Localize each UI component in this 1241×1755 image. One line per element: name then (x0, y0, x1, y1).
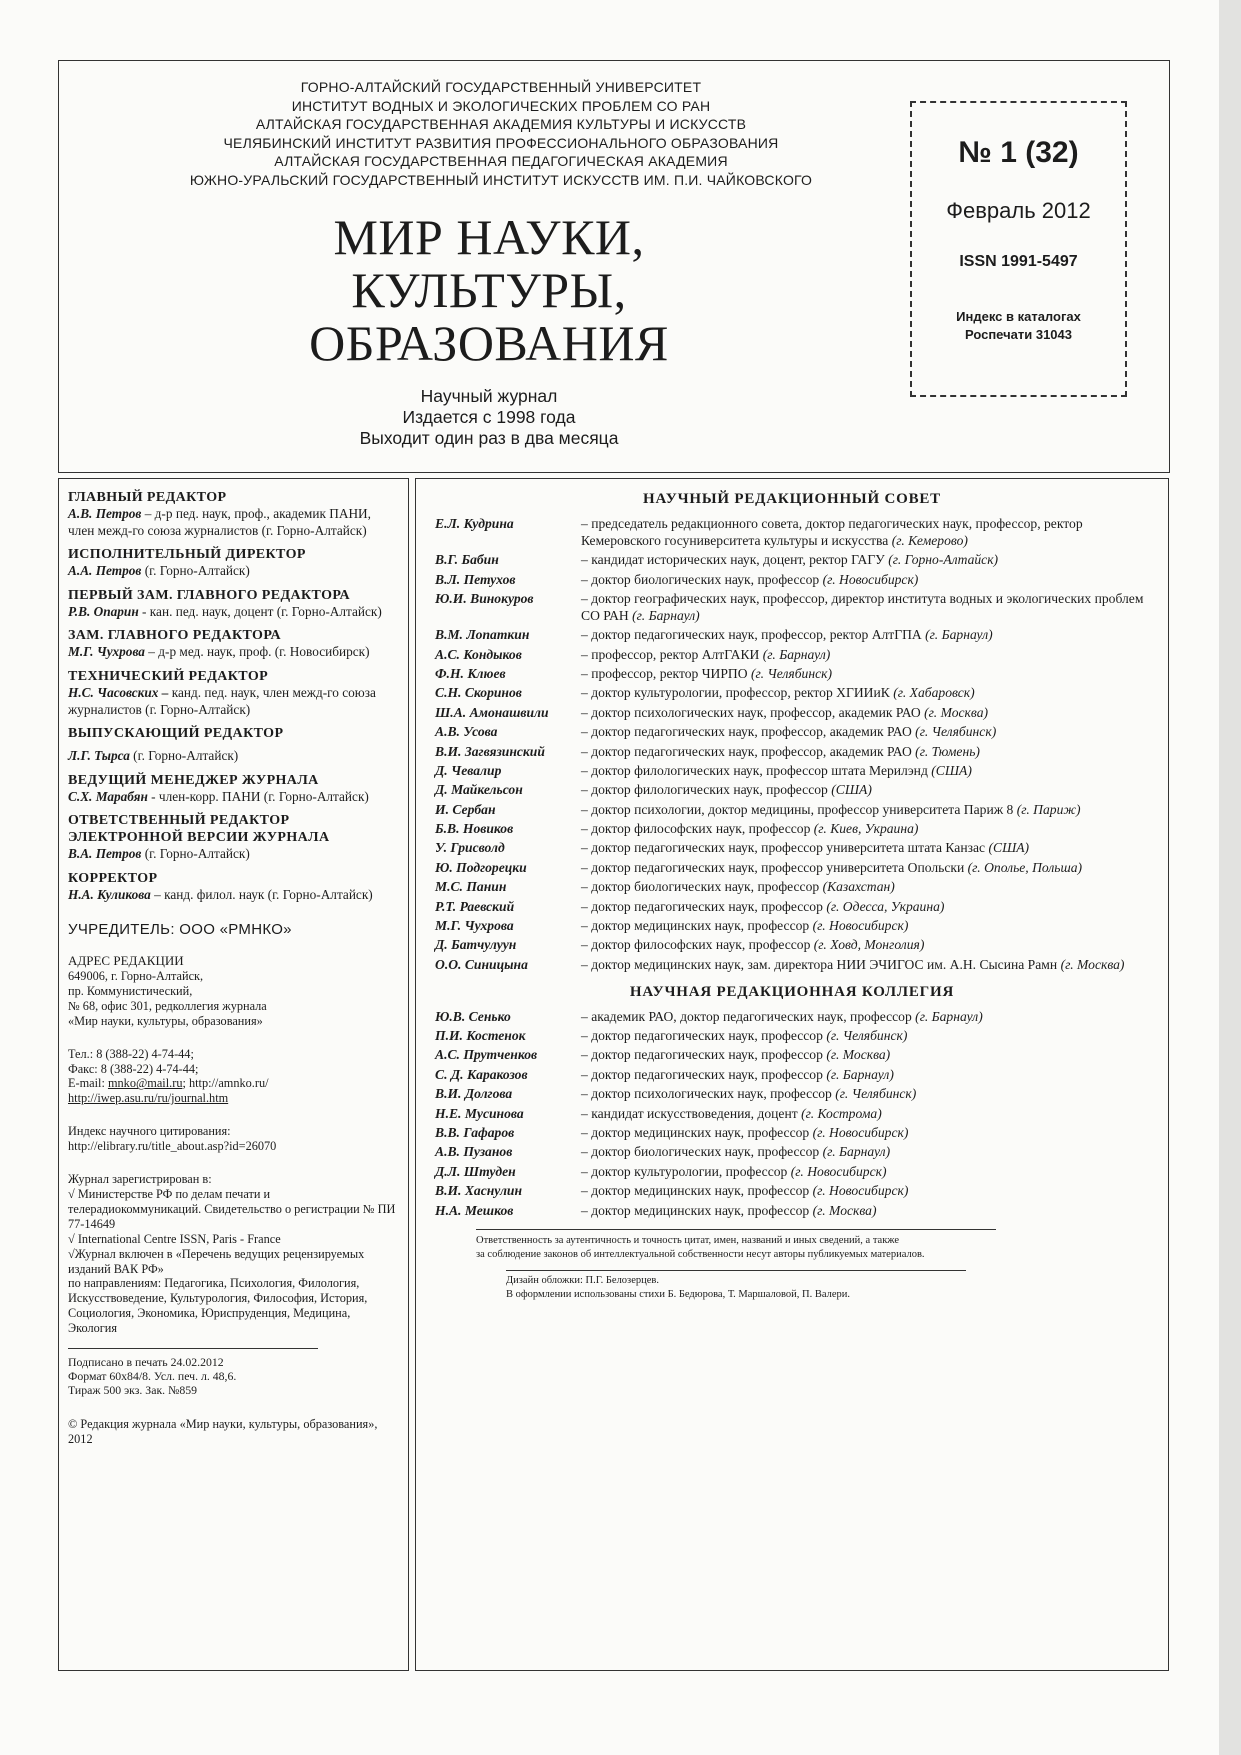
member-desc (581, 1164, 1168, 1181)
member-desc-text: – доктор медицинских наук, профессор (581, 918, 810, 934)
collegium-member (416, 1086, 1168, 1103)
member-place: (г. Новосибирск) (822, 571, 919, 587)
member-desc (581, 879, 1168, 896)
collegium-member (416, 1164, 1168, 1181)
catalog-index (912, 308, 1125, 344)
member-name: А.В. Усова (435, 724, 498, 740)
staff-entry (68, 685, 399, 718)
member-name: И. Сербан (435, 801, 496, 817)
member-desc-text: – доктор педагогических наук, профессор (581, 1027, 823, 1043)
collegium-member (416, 1125, 1168, 1142)
member-desc-text: – доктор педагогических наук, профессор, академик РАО (581, 743, 912, 759)
member-name: Ф.Н. Клюев (435, 665, 506, 681)
address-line: 649006, г. Горно-Алтайск, (68, 969, 204, 984)
member-desc-text: – доктор филологических наук, профессор штата Мерилэнд (581, 762, 928, 778)
registration-line: Журнал зарегистрирован в: (68, 1172, 212, 1187)
issue-number: № 1 (32) (958, 136, 1079, 169)
member-name: В.И. Хаснулин (435, 1183, 523, 1199)
editorial-address (68, 954, 399, 1029)
member-name: Ю. Подгорецки (435, 859, 527, 875)
council-member (416, 705, 1168, 722)
phone: Тел.: 8 (388-22) 4-74-44; (68, 1046, 194, 1061)
staff-entry (68, 887, 399, 904)
member-desc (581, 1144, 1168, 1161)
council-member (416, 918, 1168, 935)
staff-entry (68, 789, 399, 806)
member-desc (581, 724, 1168, 741)
member-desc-text: – доктор медицинских наук, профессор (581, 1202, 810, 1218)
print-info-line: Подписано в печать 24.02.2012 (68, 1355, 224, 1370)
member-desc-text: – профессор, ректор АлтГАКИ (581, 646, 760, 662)
council-member (416, 937, 1168, 954)
member-name: Б.В. Новиков (435, 821, 514, 837)
member-desc-text: – доктор биологических наук, профессор (581, 571, 820, 587)
member-place: (г. Челябинск) (826, 1027, 908, 1043)
role-title: ПЕРВЫЙ ЗАМ. ГЛАВНОГО РЕДАКТОРА (68, 587, 351, 603)
member-desc-text: – доктор философских наук, профессор (581, 821, 811, 837)
staff-entry (68, 748, 399, 765)
print-info-line: Формат 60х84/8. Усл. печ. л. 48,6. (68, 1369, 237, 1384)
member-place: (г. Одесса, Украина) (826, 898, 945, 914)
member-place: (г. Барнаул) (822, 1144, 891, 1160)
member-desc-text: – доктор педагогических наук, профессор, академик РАО (581, 724, 912, 740)
citation-label: Индекс научного цитирования: (68, 1124, 231, 1139)
institution-line: ЧЕЛЯБИНСКИЙ ИНСТИТУТ РАЗВИТИЯ ПРОФЕССИОНАЛЬНОГО ОБРАЗОВАНИЯ (223, 134, 779, 151)
address-title: АДРЕС РЕДАКЦИИ (68, 953, 184, 969)
member-place: (г. Новосибирск) (812, 918, 909, 934)
copyright: © Редакция журнала «Мир науки, культуры, образования», 2012 (68, 1417, 378, 1446)
citation-index (68, 1124, 399, 1154)
member-place: (г. Москва) (826, 1047, 891, 1063)
registration-line: √ Министерстве РФ по делам печати и телерадиокоммуникаций. Свидетельство о регистрации № ПИ 77-14649 (68, 1187, 396, 1231)
member-place: (г. Новосибирск) (812, 1183, 909, 1199)
citation-link[interactable]: http://elibrary.ru/title_about.asp?id=26070 (68, 1139, 277, 1154)
fax: Факс: 8 (388-22) 4-74-44; (68, 1061, 199, 1076)
print-info (68, 1355, 399, 1397)
council-member (416, 552, 1168, 569)
council-member (416, 879, 1168, 896)
member-place: (г. Кемерово) (891, 532, 968, 548)
member-place: (г. Новосибирск) (812, 1124, 909, 1140)
responsibility-note: за соблюдение законов об интеллектуальной собственности несут авторы публикуемых материалов. (476, 1249, 925, 1261)
staff-desc: - член-корр. ПАНИ (г. Горно-Алтайск) (147, 788, 369, 804)
collegium-member (416, 1009, 1168, 1026)
member-desc-text: – профессор, ректор ЧИРПО (581, 665, 748, 681)
member-name: М.С. Панин (435, 879, 507, 895)
member-name: С.Н. Скоринов (435, 685, 522, 701)
member-desc (581, 763, 1168, 780)
member-desc (581, 705, 1168, 722)
member-desc (581, 1086, 1168, 1103)
council-member (416, 860, 1168, 877)
member-desc (581, 937, 1168, 954)
title-line: ОБРАЗОВАНИЯ (309, 315, 669, 371)
member-desc (581, 918, 1168, 935)
member-desc (581, 840, 1168, 857)
staff-desc: – д-р пед. наук, проф., академик ПАНИ, член межд-го союза журналистов (г. Горно-Алтайск) (68, 506, 371, 538)
founding-institutions (131, 78, 871, 189)
poems-credit: В оформлении использованы стихи Б. Бедюрова, Т. Маршаловой, П. Валери. (506, 1289, 850, 1301)
council-member (416, 802, 1168, 819)
member-place: (Казахстан) (822, 879, 895, 895)
role-title: ВЫПУСКАЮЩИЙ РЕДАКТОР (68, 726, 284, 742)
staff-desc: (г. Горно-Алтайск) (129, 748, 239, 764)
email-link[interactable]: mnko@mail.ru (107, 1076, 183, 1091)
section-title: НАУЧНАЯ РЕДАКЦИОННАЯ КОЛЛЕГИЯ (629, 983, 955, 1000)
member-name: Н.Е. Мусинова (435, 1105, 524, 1121)
staff-desc: – д-р мед. наук, проф. (г. Новосибирск) (144, 644, 370, 660)
member-desc-text: – доктор биологических наук, профессор (581, 879, 820, 895)
staff-name: Р.В. Опарин (68, 603, 139, 619)
member-desc (581, 552, 1168, 569)
website-link[interactable]: ; http://amnko.ru/ (182, 1076, 269, 1091)
member-desc-text: – доктор культурологии, профессор (581, 1163, 788, 1179)
collegium-member (416, 1144, 1168, 1161)
member-desc-text: – доктор психологических наук, профессор, академик РАО (581, 704, 921, 720)
member-desc-text: – доктор педагогических наук, профессор (581, 1047, 823, 1063)
collegium-member (416, 1028, 1168, 1045)
council-member (416, 821, 1168, 838)
member-name: В.Л. Петухов (435, 571, 516, 587)
member-desc (581, 1047, 1168, 1064)
member-desc (581, 1067, 1168, 1084)
member-desc-text: – доктор психологии, доктор медицины, профессор университета Париж 8 (581, 801, 1014, 817)
member-name: В.М. Лопаткин (435, 627, 530, 643)
member-desc-text: – доктор медицинских наук, зам. директора НИИ ЭЧИГОС им. А.Н. Сысина Рамн (581, 956, 1058, 972)
subtitle-line: Издается с 1998 года (402, 407, 576, 427)
role-title: КОРРЕКТОР (68, 870, 158, 886)
staff-name: Н.А. Куликова (68, 886, 151, 902)
council-member (416, 572, 1168, 589)
collegium-member (416, 1106, 1168, 1123)
member-desc (581, 1106, 1168, 1123)
institution-line: ГОРНО-АЛТАЙСКИЙ ГОСУДАРСТВЕННЫЙ УНИВЕРСИТЕТ (300, 79, 702, 95)
staff-name: С.Х. Марабян (68, 788, 148, 804)
masthead (58, 60, 1170, 473)
member-desc (581, 572, 1168, 589)
registration-info (68, 1172, 399, 1336)
issue-info-box (910, 101, 1127, 397)
council-member (416, 685, 1168, 702)
staff-name: Н.С. Часовских – (68, 684, 169, 700)
member-place: (г. Ополье, Польша) (967, 859, 1083, 875)
journal-title (244, 211, 734, 370)
member-place: (США) (931, 762, 972, 778)
council-member (416, 591, 1168, 625)
member-desc (581, 860, 1168, 877)
council-member (416, 516, 1168, 550)
member-desc (581, 627, 1168, 644)
staff-desc: (г. Горно-Алтайск) (141, 846, 250, 862)
member-desc-text: – доктор медицинских наук, профессор (581, 1124, 810, 1140)
member-name: У. Грисволд (435, 840, 505, 856)
member-place: (США) (988, 840, 1030, 856)
council-member (416, 627, 1168, 644)
member-desc (581, 1028, 1168, 1045)
member-desc-text: – доктор педагогических наук, профессор университета штата Канзас (581, 840, 986, 856)
member-name: Ю.И. Винокуров (435, 590, 534, 606)
title-line: МИР НАУКИ, (333, 209, 645, 265)
staff-name: В.А. Петров (68, 846, 142, 862)
member-place: (г. Горно-Алтайск) (888, 552, 999, 568)
council-member (416, 647, 1168, 664)
member-name: О.О. Синицына (435, 956, 528, 972)
member-desc-text: – доктор педагогических наук, профессор университета Опольски (581, 859, 965, 875)
role-title: ИСПОЛНИТЕЛЬНЫЙ ДИРЕКТОР (68, 547, 306, 563)
member-desc (581, 782, 1168, 799)
staff-entry (68, 506, 399, 539)
journal-subtitle (299, 386, 679, 449)
member-desc (581, 516, 1168, 550)
scientific-council (416, 491, 1168, 1302)
staff-name: А.А. Петров (68, 563, 142, 579)
member-place: (г. Челябинск) (750, 665, 833, 681)
member-place: (г. Барнаул) (925, 627, 993, 643)
subtitle-line: Научный журнал (420, 386, 558, 406)
role-title: ТЕХНИЧЕСКИЙ РЕДАКТОР (68, 668, 269, 684)
staff-name: М.Г. Чухрова (68, 644, 145, 660)
member-place: (г. Новосибирск) (790, 1163, 887, 1179)
staff-entry (68, 604, 399, 621)
founder: УЧРЕДИТЕЛЬ: ООО «РМНКО» (68, 920, 292, 938)
member-place: (г. Москва) (812, 1202, 877, 1218)
print-info-line: Тираж 500 экз. Зак. №859 (68, 1383, 198, 1398)
cover-design-credit: Дизайн обложки: П.Г. Белозерцев. (506, 1275, 659, 1287)
role-title: ВЕДУЩИЙ МЕНЕДЖЕР ЖУРНАЛА (68, 772, 319, 788)
member-desc (581, 1009, 1168, 1026)
member-name: Р.Т. Раевский (435, 898, 515, 914)
member-place: (г. Тюмень) (915, 743, 980, 759)
institution-line: АЛТАЙСКАЯ ГОСУДАРСТВЕННАЯ АКАДЕМИЯ КУЛЬТУРЫ И ИСКУССТВ (255, 116, 747, 132)
member-place: (г. Хабаровск) (893, 685, 975, 701)
member-name: Д. Чевалир (435, 762, 502, 778)
registration-line: √ International Centre ISSN, Paris - France (68, 1231, 281, 1246)
member-place: (г. Москва) (924, 704, 989, 720)
issn: ISSN 1991-5497 (959, 253, 1078, 270)
address-line: пр. Коммунистический, (68, 983, 193, 998)
divider (68, 1348, 318, 1349)
council-member (416, 782, 1168, 799)
staff-desc: канд. пед. наук, член межд-го союза журналистов (г. Горно-Алтайск) (68, 684, 376, 717)
council-member (416, 666, 1168, 683)
email-line (68, 1076, 399, 1091)
member-desc (581, 1183, 1168, 1200)
member-name: Д.Л. Штуден (435, 1163, 516, 1179)
institution-line: ЮЖНО-УРАЛЬСКИЙ ГОСУДАРСТВЕННЫЙ ИНСТИТУТ ИСКУССТВ ИМ. П.И. ЧАЙКОВСКОГО (189, 171, 813, 188)
staff-entry (68, 644, 399, 661)
divider (476, 1229, 996, 1230)
staff-entry (68, 563, 399, 580)
member-desc-text: – председатель редакционного совета, доктор педагогических наук, профессор, ректор Кемеровского госуниверситета культуры и искусства (581, 516, 1083, 548)
email-label: E-mail: (68, 1076, 108, 1091)
member-name: В.В. Гафаров (435, 1124, 515, 1140)
member-desc (581, 899, 1168, 916)
institution-line: АЛТАЙСКАЯ ГОСУДАРСТВЕННАЯ ПЕДАГОГИЧЕСКАЯ АКАДЕМИЯ (274, 153, 728, 169)
staff-desc: (г. Горно-Алтайск) (141, 563, 250, 579)
staff-entry (68, 846, 399, 863)
page-edge-shadow (1219, 0, 1241, 1755)
member-desc-text: – академик РАО, доктор педагогических наук, профессор (581, 1008, 912, 1024)
member-place: (г. Барнаул) (632, 607, 700, 623)
institution-line: ИНСТИТУТ ВОДНЫХ И ЭКОЛОГИЧЕСКИХ ПРОБЛЕМ СО РАН (291, 97, 711, 114)
editorial-collegium (416, 1009, 1168, 1220)
footer-notes (416, 1229, 1168, 1302)
collegium-member (416, 1067, 1168, 1084)
member-name: Ш.А. Амонашвили (435, 704, 549, 720)
member-desc (581, 666, 1168, 683)
member-desc (581, 744, 1168, 761)
responsibility-note: Ответственность за аутентичность и точность цитат, имен, названий и иных сведений, а также (476, 1235, 900, 1247)
member-desc (581, 1203, 1168, 1220)
member-desc (581, 1125, 1168, 1142)
member-name: В.И. Долгова (435, 1086, 513, 1102)
member-name: С. Д. Каракозов (435, 1066, 528, 1082)
council-member (416, 724, 1168, 741)
contacts (68, 1047, 399, 1107)
member-name: М.Г. Чухрова (435, 918, 514, 934)
member-name: А.В. Пузанов (435, 1144, 513, 1160)
member-place: (г. Кострома) (801, 1105, 882, 1121)
registration-line: по направлениям: Педагогика, Психология, Филология, Искусствоведение, Культурология, Философия, История, Социология, Экономика, Юриспруденция, Медицина, Экология (68, 1276, 368, 1336)
editorial-board-column (415, 478, 1169, 1671)
member-desc (581, 591, 1168, 625)
member-desc (581, 802, 1168, 819)
member-place: (г. Ховд, Монголия) (813, 937, 925, 953)
member-name: П.И. Костенок (435, 1027, 526, 1043)
address-line: № 68, офис 301, редколлегия журнала (68, 998, 267, 1013)
member-place: (г. Барнаул) (762, 646, 831, 662)
subtitle-line: Выходит один раз в два месяца (359, 428, 619, 448)
member-name: В.Г. Бабин (435, 552, 499, 568)
staff-desc: – канд. филол. наук (г. Горно-Алтайск) (150, 886, 373, 902)
editorial-staff (68, 489, 399, 904)
member-place: (г. Челябинск) (835, 1086, 917, 1102)
member-place: (США) (831, 782, 872, 798)
member-name: Н.А. Мешков (435, 1202, 514, 1218)
council-member (416, 840, 1168, 857)
member-desc-text: – кандидат искусствоведения, доцент (581, 1105, 798, 1121)
member-desc-text: – доктор педагогических наук, профессор (581, 1066, 823, 1082)
issue-date: Февраль 2012 (946, 198, 1091, 223)
member-place: (г. Барнаул) (826, 1066, 894, 1082)
collegium-member (416, 1047, 1168, 1064)
member-name: Д. Майкельсон (435, 782, 523, 798)
member-desc-text: – доктор биологических наук, профессор (581, 1144, 820, 1160)
catalog-index-line: Индекс в каталогах (956, 309, 1081, 324)
council-member (416, 899, 1168, 916)
council-member (416, 744, 1168, 761)
role-title: ЗАМ. ГЛАВНОГО РЕДАКТОРА (68, 628, 282, 644)
member-place: (г. Челябинск) (915, 724, 997, 740)
staff-name: Л.Г. Тырса (68, 748, 130, 764)
role-title: ОТВЕТСТВЕННЫЙ РЕДАКТОР ЭЛЕКТРОННОЙ ВЕРСИИ ЖУРНАЛА (68, 813, 330, 846)
member-name: В.И. Загвязинский (435, 743, 545, 759)
member-desc-text: – кандидат исторических наук, доцент, ректор ГАГУ (581, 552, 885, 568)
member-name: А.С. Кондыков (435, 646, 522, 662)
member-name: Д. Батчулуун (435, 937, 517, 953)
member-desc-text: – доктор педагогических наук, профессор (581, 898, 823, 914)
member-place: (г. Париж) (1016, 801, 1081, 817)
member-desc-text: – доктор географических наук, профессор, директор института водных и экологических проблем СО РАН (581, 590, 1144, 623)
member-desc (581, 685, 1168, 702)
registration-line: √Журнал включен в «Перечень ведущих рецензируемых изданий ВАК РФ» (68, 1246, 365, 1276)
member-desc-text: – доктор психологических наук, профессор (581, 1086, 832, 1102)
staff-desc: - кан. пед. наук, доцент (г. Горно-Алтайск) (138, 603, 382, 619)
council-member (416, 763, 1168, 780)
divider (506, 1270, 966, 1271)
member-desc-text: – доктор педагогических наук, профессор, ректор АлтГПА (581, 627, 922, 643)
council-member (416, 957, 1168, 974)
member-desc-text: – доктор филологических наук, профессор (581, 782, 828, 798)
member-desc-text: – доктор философских наук, профессор (581, 937, 811, 953)
section-title: НАУЧНЫЙ РЕДАКЦИОННЫЙ СОВЕТ (642, 491, 941, 507)
website-link[interactable]: http://iwep.asu.ru/ru/journal.htm (68, 1091, 229, 1106)
member-desc (581, 957, 1168, 974)
member-name: А.С. Прутченков (435, 1047, 538, 1063)
collegium-member (416, 1203, 1168, 1220)
member-desc-text: – доктор культурологии, профессор, ректор ХГИИиК (581, 685, 890, 701)
member-place: (г. Барнаул) (915, 1008, 983, 1024)
member-desc-text: – доктор медицинских наук, профессор (581, 1183, 810, 1199)
role-title: ГЛАВНЫЙ РЕДАКТОР (68, 490, 227, 505)
staff-name: А.В. Петров (68, 506, 142, 521)
member-name: Ю.В. Сенько (435, 1008, 511, 1024)
member-desc (581, 647, 1168, 664)
member-name: Е.Л. Кудрина (435, 516, 514, 531)
catalog-index-line: Роспечати 31043 (964, 327, 1072, 342)
member-place: (г. Киев, Украина) (813, 821, 919, 837)
collegium-member (416, 1183, 1168, 1200)
title-line: КУЛЬТУРЫ, (351, 262, 627, 318)
member-place: (г. Москва) (1060, 956, 1125, 972)
address-line: «Мир науки, культуры, образования» (68, 1013, 263, 1028)
editorial-staff-column (58, 478, 409, 1671)
member-desc (581, 821, 1168, 838)
